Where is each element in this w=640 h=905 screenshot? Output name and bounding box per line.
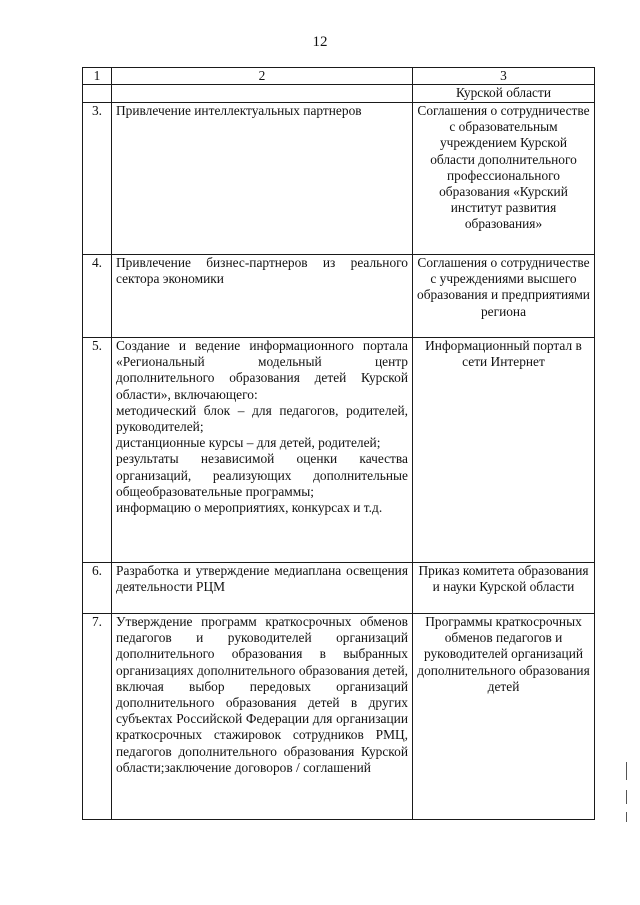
- description-line: результаты независимой оценки качества организаций, реализующих дополнительные общеобразовательные программы;: [116, 451, 408, 499]
- table-row: [83, 563, 595, 614]
- description-line: Разработка и утверждение медиаплана освещения деятельности РЦМ: [116, 563, 408, 595]
- row-number: 7.: [83, 614, 112, 820]
- description-line: дистанционные курсы – для детей, родителей;: [116, 435, 381, 451]
- row-description: [112, 255, 413, 338]
- row-number: 4.: [83, 255, 112, 338]
- column-number-2: 2: [112, 68, 413, 85]
- row-description: [112, 103, 413, 255]
- row-result: Соглашения о сотрудничестве с учреждениями высшего образования и предприятиями региона: [413, 255, 595, 338]
- table-row: [83, 255, 595, 338]
- description-line: Привлечение бизнес-партнеров из реального сектора экономики: [116, 255, 408, 287]
- plan-table: [82, 67, 595, 820]
- row-result: Информационный портал в сети Интернет: [413, 338, 595, 563]
- description-line: информацию о мероприятиях, конкурсах и т.д.: [116, 500, 383, 516]
- table-row: [83, 614, 595, 820]
- table-row: [83, 338, 595, 563]
- row-number: 3.: [83, 103, 112, 255]
- row-number: 6.: [83, 563, 112, 614]
- row-number: 5.: [83, 338, 112, 563]
- table-row: [83, 103, 595, 255]
- continuation-row: [83, 85, 595, 103]
- description-line: методический блок – для педагогов, родителей, руководителей;: [116, 402, 408, 435]
- scan-edge-mark: [626, 790, 627, 804]
- column-number-row: [83, 68, 595, 85]
- column-number-1: 1: [83, 68, 112, 85]
- row-description: [112, 614, 413, 820]
- scan-edge-mark: [626, 812, 627, 822]
- row-result: Соглашения о сотрудничестве с образовательным учреждением Курской области дополнительного профессионального образования «Курский институт развития образования»: [413, 103, 595, 255]
- row-result: Программы краткосрочных обменов педагогов и руководителей организаций дополнительного образования детей: [413, 614, 595, 820]
- row-description: [112, 338, 413, 563]
- scan-edge-mark: [626, 762, 627, 780]
- description-line: Создание и ведение информационного портала «Региональный модельный центр дополнительного образования детей Курской области», включающего:: [116, 338, 408, 402]
- description-line: Утверждение программ краткосрочных обменов педагогов и руководителей организаций дополнительного образования в выбранных организациях дополнительного образования детей, включая выбор передовых организаций дополнительного образования детей в других субъектах Российской Федерации для организации краткосрочных стажировок сотрудников РМЦ, педагогов дополнительного образования Курской области;заключение договоров / соглашений: [116, 614, 408, 775]
- row-description: [112, 563, 413, 614]
- description-line: Привлечение интеллектуальных партнеров: [116, 103, 362, 118]
- page-number: 12: [312, 34, 328, 50]
- column-number-3: 3: [413, 68, 595, 85]
- row-result: Приказ комитета образования и науки Курской области: [413, 563, 595, 614]
- continuation-text: Курской области: [413, 85, 595, 103]
